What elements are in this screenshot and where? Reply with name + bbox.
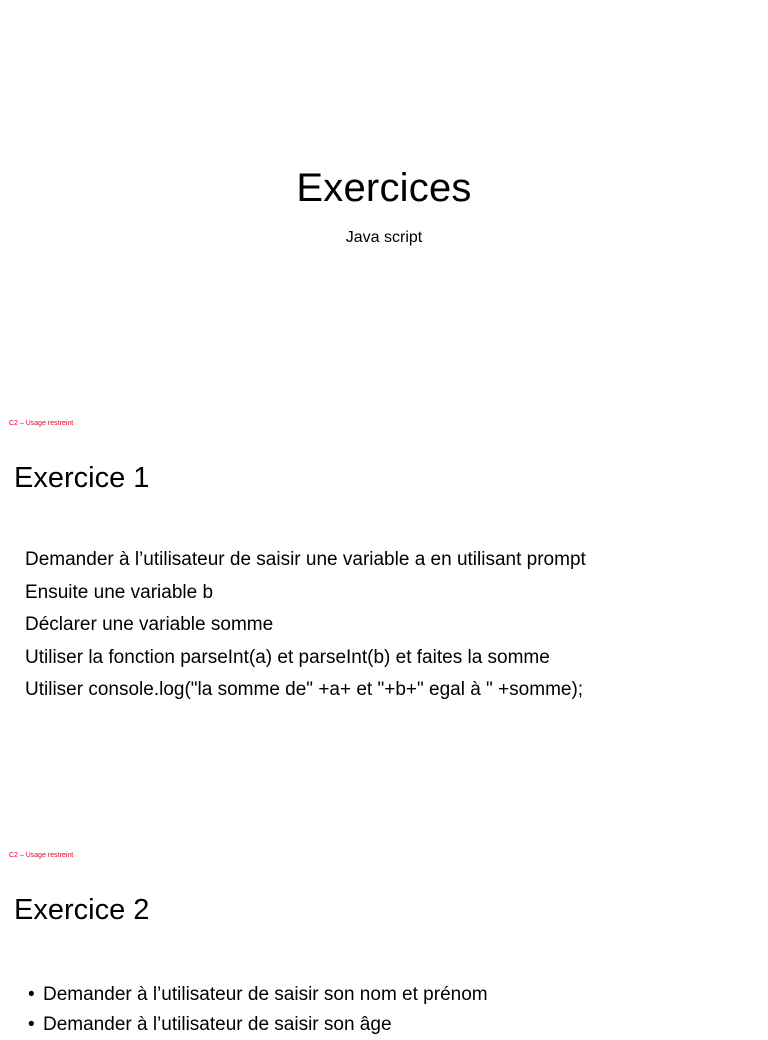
instruction-line: Déclarer une variable somme bbox=[25, 614, 274, 635]
exercise-1-title: Exercice 1 bbox=[14, 462, 150, 494]
bullet-item: • Demander à l’utilisateur de saisir son nom et prénom bbox=[28, 980, 488, 1010]
bullet-item: • Demander à l’utilisateur de saisir son âge bbox=[28, 1010, 488, 1040]
exercise-1-instructions bbox=[25, 544, 586, 707]
exercise-1-slide bbox=[0, 420, 768, 864]
classification-label: C2 – Usage restreint bbox=[9, 852, 74, 859]
classification-label: C2 – Usage restreint bbox=[9, 420, 74, 427]
exercise-2-title: Exercice 2 bbox=[14, 894, 150, 926]
title-slide bbox=[0, 0, 768, 432]
presentation-title: Exercices bbox=[296, 166, 472, 210]
instruction-line: Ensuite une variable b bbox=[25, 581, 214, 603]
exercise-2-bullets bbox=[28, 980, 488, 1040]
instruction-line: Utiliser la fonction parseInt(a) et parseInt(b) et faites la somme bbox=[25, 646, 550, 668]
exercise-2-slide bbox=[0, 852, 768, 1035]
instruction-line: Utiliser console.log("la somme de" +a+ et "+b+" egal à " +somme); bbox=[25, 679, 584, 700]
instruction-line: Demander à l’utilisateur de saisir une variable a en utilisant prompt bbox=[25, 549, 586, 570]
presentation-subtitle: Java script bbox=[345, 229, 423, 246]
